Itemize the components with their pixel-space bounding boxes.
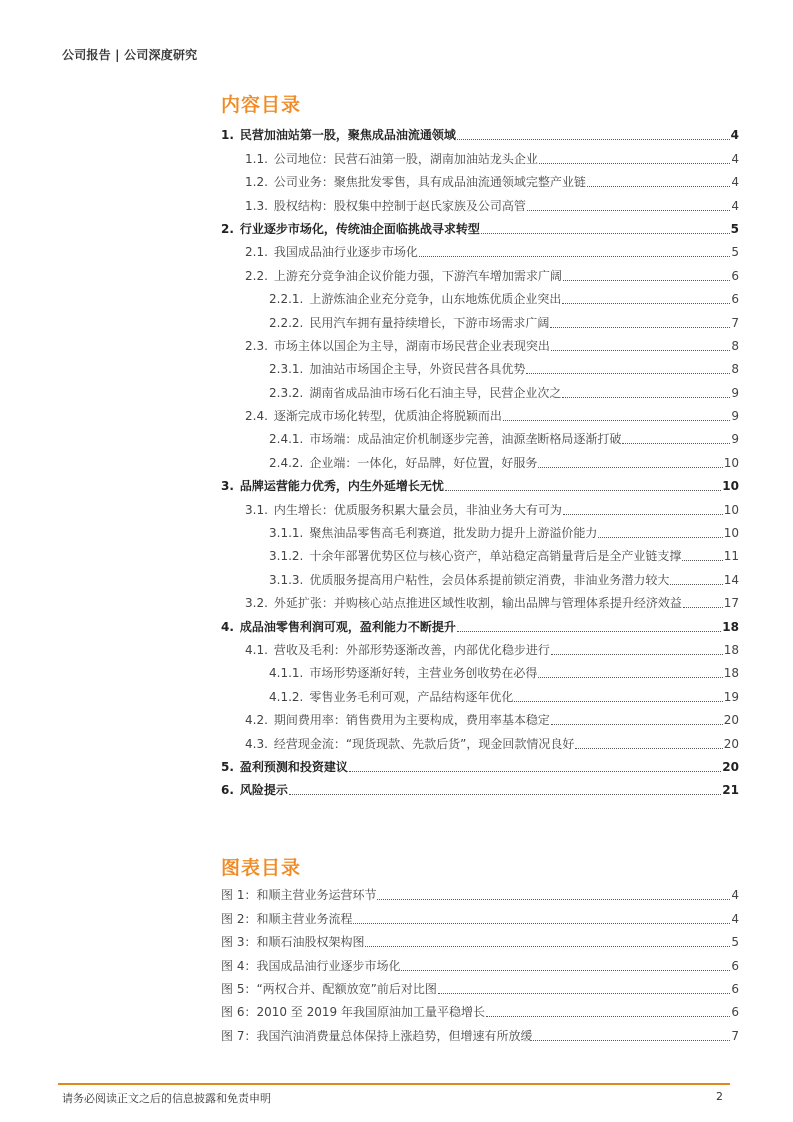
dot-leader [377,898,730,900]
toc-entry-number: 2.2. [245,268,268,283]
toc-entry-page[interactable]: 19 [723,689,739,704]
figure-entry[interactable] [221,880,739,903]
dot-leader [538,466,722,468]
dot-leader [670,583,722,585]
table-of-contents [221,120,739,798]
toc-entry[interactable] [221,588,739,611]
toc-entry[interactable] [221,752,739,775]
toc-entry[interactable] [221,658,739,681]
toc-entry-title[interactable]: 成品油零售利润可观，盈利能力不断提升 [239,619,456,634]
toc-entry-title[interactable]: 风险提示 [239,783,288,798]
dot-leader [438,992,730,994]
toc-entry-number: 2. [221,221,234,236]
dot-leader [563,513,723,515]
figure-entry-page[interactable]: 5 [731,935,739,950]
dot-leader [551,349,730,351]
dot-leader [587,185,730,187]
toc-entry-title[interactable]: 民用汽车拥有量持续增长，下游市场需求广阔 [309,315,550,330]
toc-entry-title[interactable]: 公司业务：聚焦批发零售，具有成品油流通领域完整产业链 [273,175,586,190]
toc-entry[interactable] [221,260,739,283]
figure-entry[interactable] [221,974,739,997]
report-header: 公司报告 | 公司深度研究 [62,48,198,62]
toc-entry-number: 3.1. [245,502,268,517]
figure-entry-page[interactable]: 4 [731,911,739,926]
toc-entry-number: 1.1. [245,151,268,166]
toc-entry-title[interactable]: 盈利预测和投资建议 [239,759,348,774]
dot-leader [445,489,721,491]
toc-entry-page[interactable]: 18 [723,666,739,681]
toc-entry-title[interactable]: 期间费用率：销售费用为主要构成，费用率基本稳定 [273,713,550,728]
dot-leader [563,279,730,281]
toc-entry-page[interactable]: 8 [731,338,739,353]
figure-entry-page[interactable]: 4 [731,888,739,903]
figure-entry-title[interactable]: 图 7：我国汽油消费量总体保持上涨趋势，但增速有所放缓 [221,1028,533,1043]
dot-leader [598,536,722,538]
toc-entry-number: 1.2. [245,175,268,190]
toc-entry-title[interactable]: 上游充分竞争油企议价能力强，下游汽车增加需求广阔 [273,268,562,283]
list-of-figures [221,880,739,1044]
toc-entry-page[interactable]: 5 [731,245,739,260]
toc-entry-page[interactable]: 18 [722,619,739,634]
figure-entry[interactable] [221,950,739,973]
toc-entry-page[interactable]: 6 [731,268,739,283]
toc-entry-title[interactable]: 市场端：成品油定价机制逐步完善，油源垄断格局逐渐打破 [309,432,622,447]
figure-entry-title[interactable]: 图 3：和顺石油股权架构图 [221,935,365,950]
toc-entry-page[interactable]: 14 [723,572,739,587]
toc-entry-number: 1. [221,128,234,143]
figure-entry[interactable] [221,927,739,950]
toc-entry-title[interactable]: 我国成品油行业逐步市场化 [273,245,418,260]
dot-leader [419,255,730,257]
toc-entry-number: 2.2.2. [269,315,304,330]
toc-entry[interactable] [221,681,739,704]
dot-leader [349,770,721,772]
toc-entry[interactable] [221,728,739,751]
dot-leader [575,747,722,749]
toc-entry-title[interactable]: 公司地位：民营石油第一股，湖南加油站龙头企业 [273,151,538,166]
toc-entry[interactable] [221,307,739,330]
toc-entry-number: 5. [221,759,234,774]
figure-entry-title[interactable]: 图 5：“两权合并、配额放宽”前后对比图 [221,981,437,996]
toc-entry-number: 3.2. [245,596,268,611]
dot-leader [551,723,723,725]
toc-entry-title[interactable]: 聚焦油品零售高毛利赛道，批发助力提升上游溢价能力 [309,526,598,541]
toc-entry[interactable] [221,237,739,260]
toc-entry-title[interactable]: 零售业务毛利可观，产品结构逐年优化 [309,689,514,704]
toc-entry-number: 1.3. [245,198,268,213]
dot-leader [486,1015,730,1017]
toc-entry-number: 2.4.2. [269,455,304,470]
toc-entry-page[interactable]: 20 [723,736,739,751]
toc-entry-title[interactable]: 品牌运营能力优秀，内生外延增长无忧 [239,479,444,494]
toc-entry-page[interactable]: 10 [723,502,739,517]
toc-entry-number: 4. [221,619,234,634]
dot-leader [503,419,730,421]
toc-entry[interactable] [221,471,739,494]
toc-entry[interactable] [221,611,739,634]
footer-disclaimer: 请务必阅读正文之后的信息披露和免责申明 [62,1092,271,1105]
toc-entry[interactable] [221,541,739,564]
toc-entry-number: 4.1.2. [269,689,304,704]
dot-leader [682,559,722,561]
dot-leader [539,162,730,164]
toc-entry-title[interactable]: 经营现金流：“现货现款、先款后货”，现金回款情况良好 [273,736,575,751]
toc-entry[interactable] [221,447,739,470]
dot-leader [533,1039,730,1041]
toc-entry-number: 2.3. [245,338,268,353]
toc-entry-page[interactable]: 17 [723,596,739,611]
toc-entry-number: 3. [221,479,234,494]
toc-entry-title[interactable]: 内生增长：优质服务积累大量会员，非油业务大有可为 [273,502,562,517]
toc-entry-page[interactable]: 10 [723,526,739,541]
toc-entry[interactable] [221,377,739,400]
toc-entry-number: 2.1. [245,245,268,260]
toc-entry[interactable] [221,214,739,237]
toc-entry-number: 4.3. [245,736,268,751]
dot-leader [401,969,730,971]
toc-entry-title[interactable]: 逐渐完成市场化转型，优质油企将脱颖而出 [273,409,502,424]
figure-entry-title[interactable]: 图 4：我国成品油行业逐步市场化 [221,958,401,973]
dot-leader [365,945,730,947]
toc-entry[interactable] [221,120,739,143]
toc-entry[interactable] [221,190,739,213]
dot-leader [514,700,722,702]
toc-entry-title[interactable]: 十余年部署优势区位与核心资产，单站稳定高销量背后是全产业链支撑 [309,549,682,564]
dot-leader [527,209,730,211]
dot-leader [622,442,730,444]
toc-entry[interactable] [221,494,739,517]
dot-leader [353,922,730,924]
toc-entry-page[interactable]: 10 [722,479,739,494]
toc-entry-page[interactable]: 9 [731,432,739,447]
toc-entry-number: 4.1. [245,642,268,657]
toc-entry-title[interactable]: 优质服务提高用户粘性，会员体系提前锁定消费，非油业务潜力较大 [309,572,670,587]
toc-entry[interactable] [221,401,739,424]
toc-entry-page[interactable]: 6 [731,292,739,307]
dot-leader [481,232,730,234]
dot-leader [526,372,730,374]
toc-entry-title[interactable]: 营收及毛利：外部形势逐渐改善，内部优化稳步进行 [273,642,550,657]
toc-entry[interactable] [221,331,739,354]
toc-entry-title[interactable]: 民营加油站第一股，聚焦成品油流通领域 [239,128,456,143]
toc-entry-title[interactable]: 行业逐步市场化，传统油企面临挑战寻求转型 [239,221,480,236]
toc-entry-page[interactable]: 7 [731,315,739,330]
toc-entry[interactable] [221,284,739,307]
dot-leader [551,653,723,655]
toc-entry-page[interactable]: 18 [723,642,739,657]
toc-entry-number: 2.4.1. [269,432,304,447]
toc-entry[interactable] [221,354,739,377]
toc-entry-page[interactable]: 21 [722,783,739,798]
toc-entry-title[interactable]: 市场形势逐渐好转，主营业务创收势在必得 [309,666,538,681]
toc-entry-page[interactable]: 20 [722,759,739,774]
toc-entry-number: 4.2. [245,713,268,728]
toc-entry-title[interactable]: 湖南省成品油市场石化石油主导，民营企业次之 [309,385,562,400]
dot-leader [289,793,721,795]
toc-entry-number: 3.1.3. [269,572,304,587]
contents-title: 内容目录 [221,94,302,116]
figure-entry-page[interactable]: 6 [731,981,739,996]
toc-entry[interactable] [221,424,739,447]
toc-entry-page[interactable]: 4 [731,198,739,213]
toc-entry-title[interactable]: 市场主体以国企为主导，湖南市场民营企业表现突出 [273,338,550,353]
toc-entry[interactable] [221,775,739,798]
toc-entry-page[interactable]: 9 [731,409,739,424]
page-number: 2 [716,1090,723,1103]
toc-entry-title[interactable]: 企业端：一体化，好品牌，好位置，好服务 [309,455,538,470]
figure-entry-page[interactable]: 6 [731,958,739,973]
toc-entry-title[interactable]: 股权结构：股权集中控制于赵氏家族及公司高管 [273,198,526,213]
toc-entry-number: 6. [221,783,234,798]
toc-entry-page[interactable]: 10 [723,455,739,470]
toc-entry-title[interactable]: 外延扩张：并购核心站点推进区域性收割，输出品牌与管理体系提升经济效益 [273,596,682,611]
figure-entry[interactable] [221,1020,739,1043]
toc-entry-page[interactable]: 4 [731,151,739,166]
toc-entry-number: 2.3.1. [269,362,304,377]
dot-leader [550,326,730,328]
dot-leader [457,630,721,632]
toc-entry[interactable] [221,705,739,728]
toc-entry-number: 2.2.1. [269,292,304,307]
dot-leader [538,676,722,678]
dot-leader [562,396,730,398]
toc-entry-page[interactable]: 5 [730,221,739,236]
footer-divider [58,1083,730,1085]
toc-entry-page[interactable]: 4 [731,175,739,190]
toc-entry-number: 3.1.1. [269,526,304,541]
toc-entry-number: 4.1.1. [269,666,304,681]
toc-entry-title[interactable]: 加油站市场国企主导，外资民营各具优势 [309,362,526,377]
toc-entry[interactable] [221,564,739,587]
figure-entry-title[interactable]: 图 2：和顺主营业务流程 [221,911,353,926]
dot-leader [457,138,730,140]
toc-entry[interactable] [221,518,739,541]
toc-entry-page[interactable]: 9 [731,385,739,400]
figure-entry-title[interactable]: 图 6：2010 至 2019 年我国原油加工量平稳增长 [221,1005,485,1020]
toc-entry-page[interactable]: 8 [731,362,739,377]
toc-entry-number: 3.1.2. [269,549,304,564]
dot-leader [683,606,723,608]
toc-entry[interactable] [221,167,739,190]
figure-entry-title[interactable]: 图 1：和顺主营业务运营环节 [221,888,377,903]
toc-entry-page[interactable]: 11 [723,549,739,564]
figures-title: 图表目录 [221,857,302,879]
toc-entry-title[interactable]: 上游炼油企业充分竞争，山东地炼优质企业突出 [309,292,562,307]
toc-entry[interactable] [221,143,739,166]
toc-entry[interactable] [221,635,739,658]
figure-entry[interactable] [221,903,739,926]
figure-entry[interactable] [221,997,739,1020]
toc-entry-number: 2.3.2. [269,385,304,400]
dot-leader [562,302,730,304]
toc-entry-number: 2.4. [245,409,268,424]
toc-entry-page[interactable]: 20 [723,713,739,728]
figure-entry-page[interactable]: 7 [731,1028,739,1043]
toc-entry-page[interactable]: 4 [730,128,739,143]
figure-entry-page[interactable]: 6 [731,1005,739,1020]
